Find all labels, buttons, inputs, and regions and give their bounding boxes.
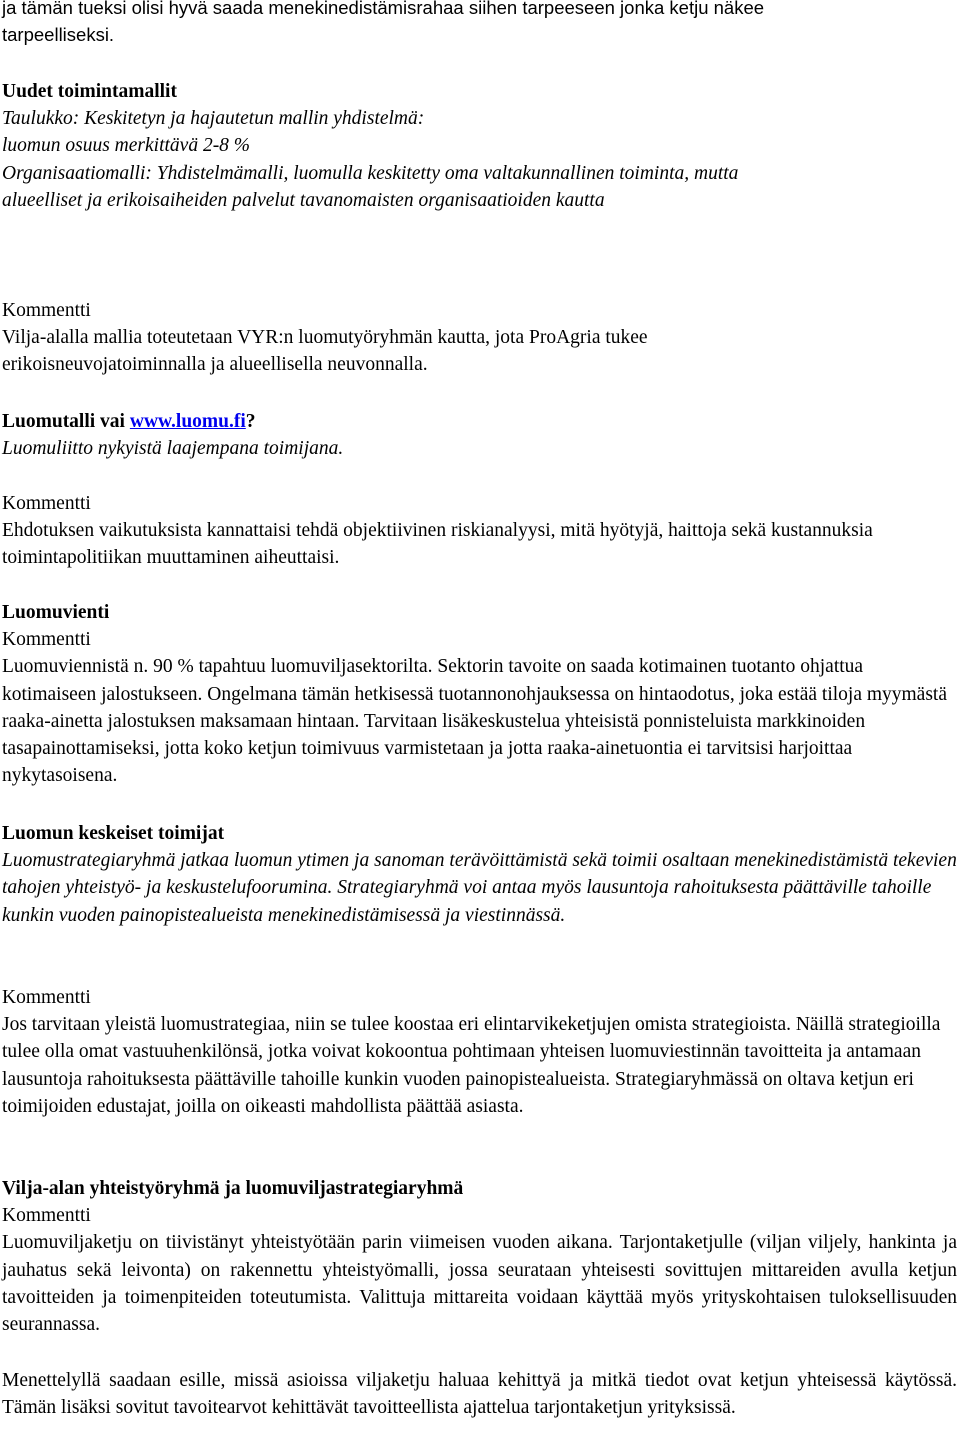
comment-text: Jos tarvitaan yleistä luomustrategiaa, niin se tulee koostaa eri elintarvikeketjujen omista strategioista. Näillä strategioilla tulee olla omat vastuuhenkilönsä, jotka voivat kokoontua pohtimaan yhteisen luomuviestinnän tavoitteita ja antamaan lausuntoja rahoituksesta päättäville tahoille kunkin vuoden painopistealueista. Strategiaryhmässä on oltava ketjun eri toimijoiden edustajat, joilla on oikeasti mahdollista päättää asiasta. [2, 1014, 941, 1117]
comment-label: Kommentti [2, 493, 91, 514]
italic-line: luomun osuus merkittävä 2-8 % [2, 135, 251, 157]
luomu-fi-link[interactable]: www.luomu.fi [129, 411, 246, 432]
section-uudet-toimintamallit [2, 78, 957, 214]
section-vilja-alan [2, 1175, 957, 1338]
intro-fragment [2, 0, 957, 48]
comment-label: Kommentti [2, 300, 91, 321]
heading-suffix: ? [245, 411, 256, 432]
section-luomutalli [2, 408, 957, 462]
section-subtitle: Luomuliitto nykyistä laajempana toimijana. [2, 438, 344, 460]
comment-block-2 [2, 490, 957, 572]
heading-prefix: Luomutalli vai [2, 411, 130, 432]
section-text: Luomuviennistä n. 90 % tapahtuu luomuviljasektorilta. Sektorin tavoite on saada kotimainen tuotanto ohjattua kotimaiseen jalostukseen. Ongelmana tämän hetkisessä tuotannonohjauksessa on hintaodotus, joka estää tiloja myymästä raaka-ainetta jalostuksen maksamaan hintaan. Tarvitaan lisäkeskustelua yhteisistä ponnisteluista markkinoiden tasapainottamiseksi, jotta koko ketjun toimivuus varmistetaan ja jotta raaka-ainetuontia ei tarvitsisi harjoittaa nykytasoisena. [2, 656, 947, 787]
section-heading [2, 408, 957, 435]
section-heading: Luomun keskeiset toimijat [2, 823, 225, 844]
comment-block-3 [2, 984, 957, 1120]
section-vilja-alan-cont [2, 1367, 957, 1421]
section-text: Luomustrategiaryhmä jatkaa luomun ytimen ja sanoman terävöittämistä sekä toimii osaltaan menekinedistämistä tekevien tahojen yhteistyö- ja keskustelufoorumina. Strategiaryhmä voi antaa myös lausuntoja rahoituksesta päättäville tahoille kunkin vuoden painopistealueista menekinedistämisessä ja viestinnässä. [2, 850, 957, 926]
comment-text: Ehdotuksen vaikutuksista kannattaisi tehdä objektiivinen riskianalyysi, mitä hyötyjä, haittoja sekä kustannuksia toimintapolitiikan muuttaminen aiheuttaisi. [2, 520, 873, 569]
section-luomuvienti [2, 599, 957, 789]
comment-label: Kommentti [2, 629, 91, 651]
section-text: Luomuviljaketju on tiivistänyt yhteistyötään parin viimeisen vuoden aikana. Tarjontaketjulle (viljan viljely, hankinta ja jauhatus sekä leivonta) on rakennettu yhteistyömalli, jossa seurataan yhteisesti sovittujen mittareiden avulla ketjun tavoitteiden ja toimenpiteiden toteutumista. Valittuja mittareita voidaan käyttää myös yrityskohtaisen tuloksellisuuden seurannassa. [2, 1232, 957, 1336]
intro-line-2: tarpeelliseksi. [2, 24, 115, 46]
section-text: Menettelyllä saadaan esille, missä asioissa viljaketju haluaa kehittyä ja mitkä tiedot ovat ketjun yhteisessä käytössä. Tämän lisäksi sovitut tavoitearvot kehittävät tavoitteellista ajattelua tarjontaketjun yrityksissä. [2, 1370, 957, 1419]
comment-text: Vilja-alalla mallia toteutetaan VYR:n luomutyöryhmän kautta, jota ProAgria tukee erikoisneuvojatoiminnalla ja alueellisella neuvonnalla. [2, 327, 648, 376]
italic-line: alueelliset ja erikoisaiheiden palvelut tavanomaisten organisaatioiden kautta [2, 189, 605, 211]
section-heading: Vilja-alan yhteistyöryhmä ja luomuviljastrategiaryhmä [2, 1178, 464, 1199]
section-heading: Uudet toimintamallit [2, 81, 177, 102]
comment-label: Kommentti [2, 1205, 91, 1227]
comment-block-1 [2, 297, 957, 379]
italic-line: Organisaatiomalli: Yhdistelmämalli, luomulla keskitetty oma valtakunnallinen toiminta, mutta [2, 162, 739, 184]
intro-line-1: ja tämän tueksi olisi hyvä saada menekinedistämisrahaa siihen tarpeeseen jonka ketju näkee [2, 0, 765, 18]
comment-label: Kommentti [2, 987, 91, 1008]
italic-line: Taulukko: Keskitetyn ja hajautetun mallin yhdistelmä: [2, 108, 425, 130]
section-keskeiset-toimijat [2, 820, 957, 929]
section-heading: Luomuvienti [2, 602, 110, 623]
